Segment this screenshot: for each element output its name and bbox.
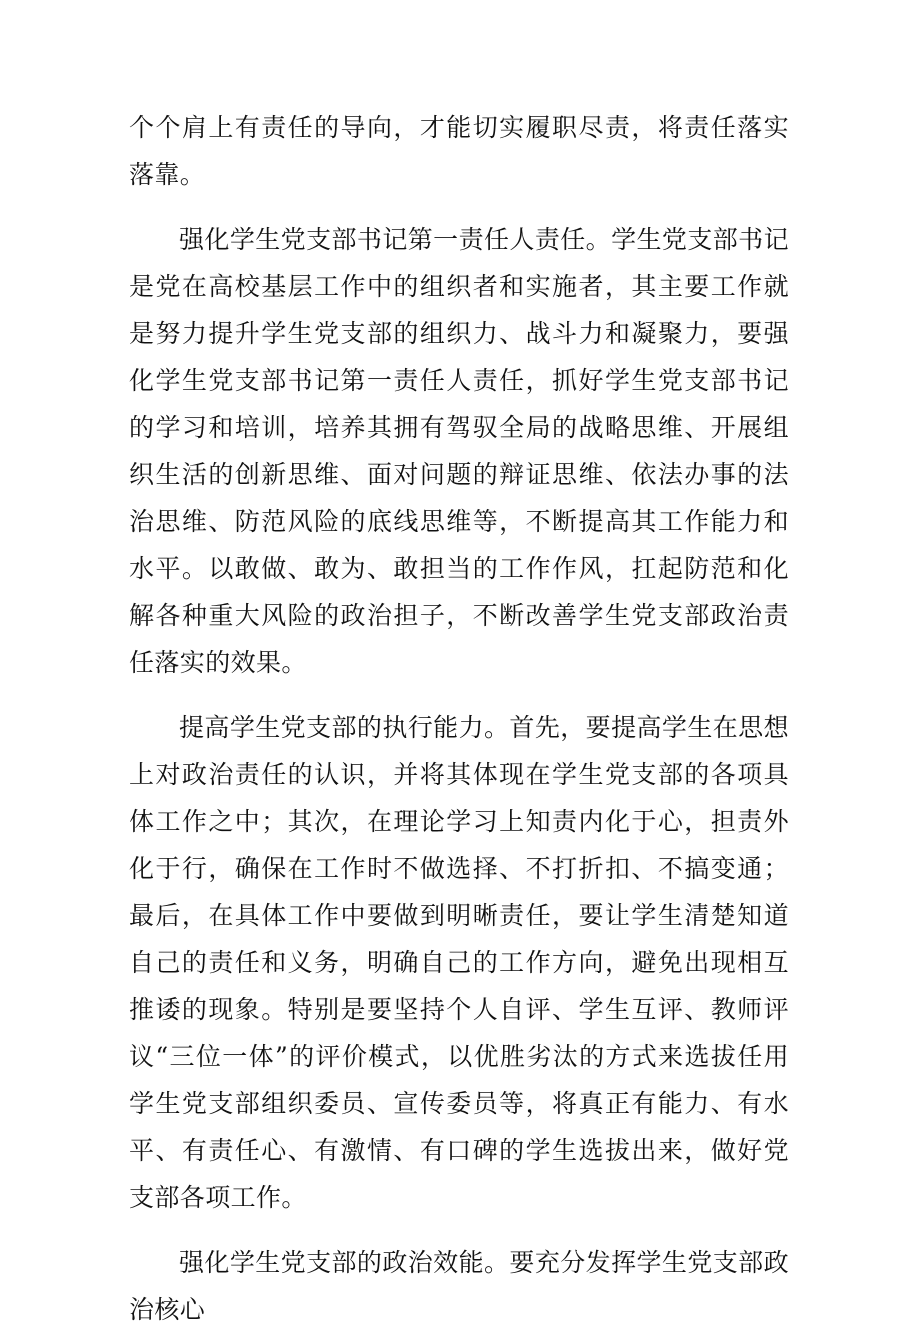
paragraph-political-effectiveness: 强化学生党支部的政治效能。要充分发挥学生党支部政治核心: [129, 1248, 789, 1324]
paragraph-continuation: 个个肩上有责任的导向，才能切实履职尽责，将责任落实落靠。: [129, 113, 789, 189]
document-body: [129, 104, 789, 1333]
paragraph-secretary-responsibility: 强化学生党支部书记第一责任人责任。学生党支部书记是党在高校基层工作中的组织者和实施者，其主要工作就是努力提升学生党支部的组织力、战斗力和凝聚力，要强化学生党支部书记第一责任人责任，抓好学生党支部书记的学习和培训，培养其拥有驾驭全局的战略思维、开展组织生活的创新思维、面对问题的辩证思维、依法办事的法治思维、防范风险的底线思维等，不断提高其工作能力和水平。以敢做、敢为、敢担当的工作作风，扛起防范和化解各种重大风险的政治担子，不断改善学生党支部政治责任落实的效果。: [129, 225, 789, 677]
paragraph-execution-ability: 提高学生党支部的执行能力。首先，要提高学生在思想上对政治责任的认识，并将其体现在学生党支部的各项具体工作之中；其次，在理论学习上知责内化于心，担责外化于行，确保在工作时不做选择、不打折扣、不搞变通；最后，在具体工作中要做到明晰责任，要让学生清楚知道自己的责任和义务，明确自己的工作方向，避免出现相互推诿的现象。特别是要坚持个人自评、学生互评、教师评议“三位一体”的评价模式，以优胜劣汰的方式来选拔任用学生党支部组织委员、宣传委员等，将真正有能力、有水平、有责任心、有激情、有口碑的学生选拔出来，做好党支部各项工作。: [129, 713, 789, 1212]
